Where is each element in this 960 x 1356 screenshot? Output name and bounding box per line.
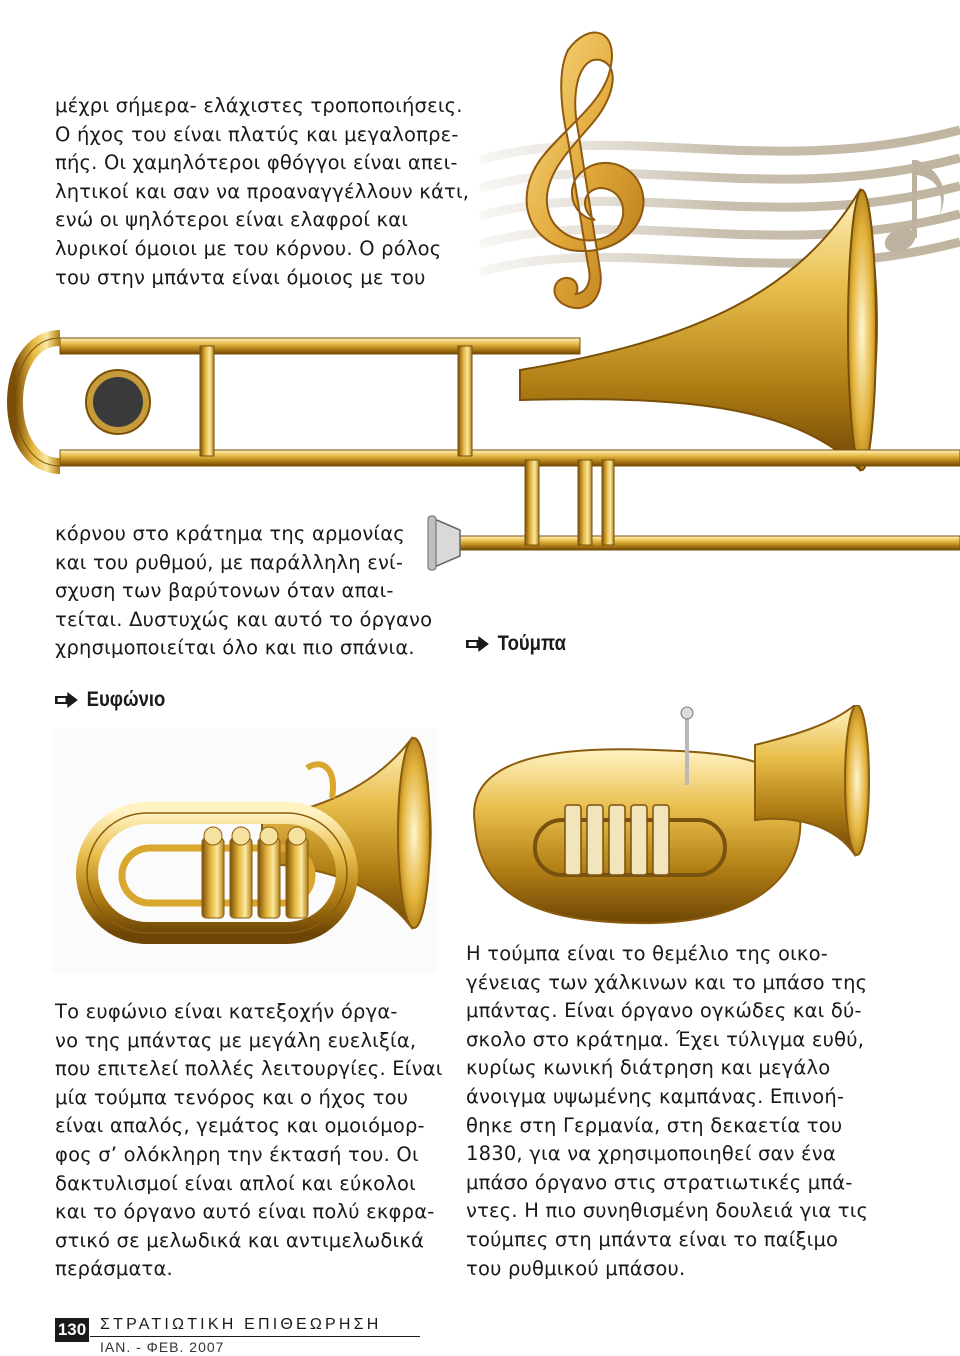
text-line: κυρίως κωνική διάτρηση και μεγάλο: [466, 1056, 831, 1080]
text-line: σχυση των βαρύτονων όταν απαι-: [55, 579, 394, 603]
tuba-heading: [466, 632, 566, 656]
text-line: μέχρι σήμερα- ελάχιστες τροποποιήσεις.: [55, 94, 463, 117]
text-line: λυρικοί όμοιοι με του κόρνου. Ο ρόλος: [55, 236, 442, 260]
text-line: που επιτελεί πολλές λειτουργίες. Είναι: [55, 1057, 443, 1081]
footer-divider: [90, 1336, 420, 1337]
text-line: λητικοί και σαν να προαναγγέλλουν κάτι,: [55, 179, 470, 203]
tuba-image: [455, 705, 875, 930]
text-line: του στην μπάντα είναι όμοιος με του: [55, 265, 426, 289]
text-line: στικό σε μελωδικά και αντιμελωδικά: [55, 1228, 425, 1252]
arrow-right-icon: [466, 636, 489, 652]
text-line: θηκε στη Γερμανία, στη δεκαετία του: [466, 1113, 843, 1137]
arrow-right-icon: [55, 692, 78, 708]
text-line: άνοιγμα υψωμένης καμπάνας. Επινοή-: [466, 1084, 845, 1108]
text-line: μπάσο όργανο στις στρατιωτικές μπά-: [466, 1170, 853, 1194]
text-line: γένειας των χάλκινων και το μπάσο της: [466, 970, 868, 994]
text-line: και του ρυθμού, με παράλληλη ενί-: [55, 550, 404, 574]
page-number: 130: [55, 1318, 89, 1342]
text-line: μπάντας. Είναι όργανο ογκώδες και δύ-: [466, 999, 862, 1023]
text-line: Η τούμπα είναι το θεμέλιο της οικο-: [466, 942, 828, 965]
text-line: νο της μπάντας με μεγάλη ευελιξία,: [55, 1028, 417, 1052]
text-line: πής. Οι χαμηλότεροι φθόγγοι είναι απει-: [55, 151, 458, 175]
text-line: είναι απαλός, γεμάτος και ομοιόμορ-: [55, 1114, 425, 1138]
text-line: Το ευφώνιο είναι κατεξοχήν όργα-: [55, 1000, 398, 1023]
text-line: φος σ’ ολόκληρη την έκτασή του. Οι: [55, 1142, 419, 1166]
text-line: τούμπες στη μπάντα είναι το παίξιμο: [466, 1227, 839, 1251]
text-line: κόρνου στο κράτημα της αρμονίας: [55, 522, 405, 545]
tuba-heading-text: Τούμπα: [497, 632, 566, 655]
text-line: χρησιμοποιείται όλο και πιο σπάνια.: [55, 636, 415, 660]
text-line: Ο ήχος του είναι πλατύς και μεγαλοπρε-: [55, 122, 459, 146]
euphonium-image: [52, 728, 437, 973]
euphonium-heading-text: Ευφώνιο: [86, 688, 166, 711]
text-line: τείται. Δυστυχώς και αυτό το όργανο: [55, 607, 433, 631]
issue-date: ΙΑΝ. - ΦΕΒ. 2007: [100, 1339, 225, 1355]
euphonium-paragraph: [55, 998, 455, 1284]
text-line: περάσματα.: [55, 1257, 173, 1281]
euphonium-heading: [55, 688, 165, 712]
text-line: ενώ οι ψηλότεροι είναι ελαφροί και: [55, 208, 409, 232]
text-line: του ρυθμικού μπάσου.: [466, 1256, 686, 1280]
text-line: 1830, για να χρησιμοποιηθεί σαν ένα: [466, 1142, 836, 1166]
text-line: σκολο στο κράτημα. Έχει τύλιγμα ευθύ,: [466, 1027, 865, 1051]
text-line: ντες. Η πιο συνηθισμένη δουλειά για τις: [466, 1199, 869, 1223]
magazine-title: ΣΤΡΑΤΙΩΤΙΚΗ ΕΠΙΘΕΩΡΗΣΗ: [100, 1316, 382, 1333]
continued-paragraph: [55, 520, 455, 663]
text-line: και το όργανο αυτό είναι πολύ εκφρα-: [55, 1200, 435, 1224]
tuba-paragraph: [466, 940, 869, 1283]
text-line: μία τούμπα τενόρος και ο ήχος του: [55, 1085, 409, 1109]
text-line: δακτυλισμοί είναι απλοί και εύκολοι: [55, 1171, 416, 1195]
